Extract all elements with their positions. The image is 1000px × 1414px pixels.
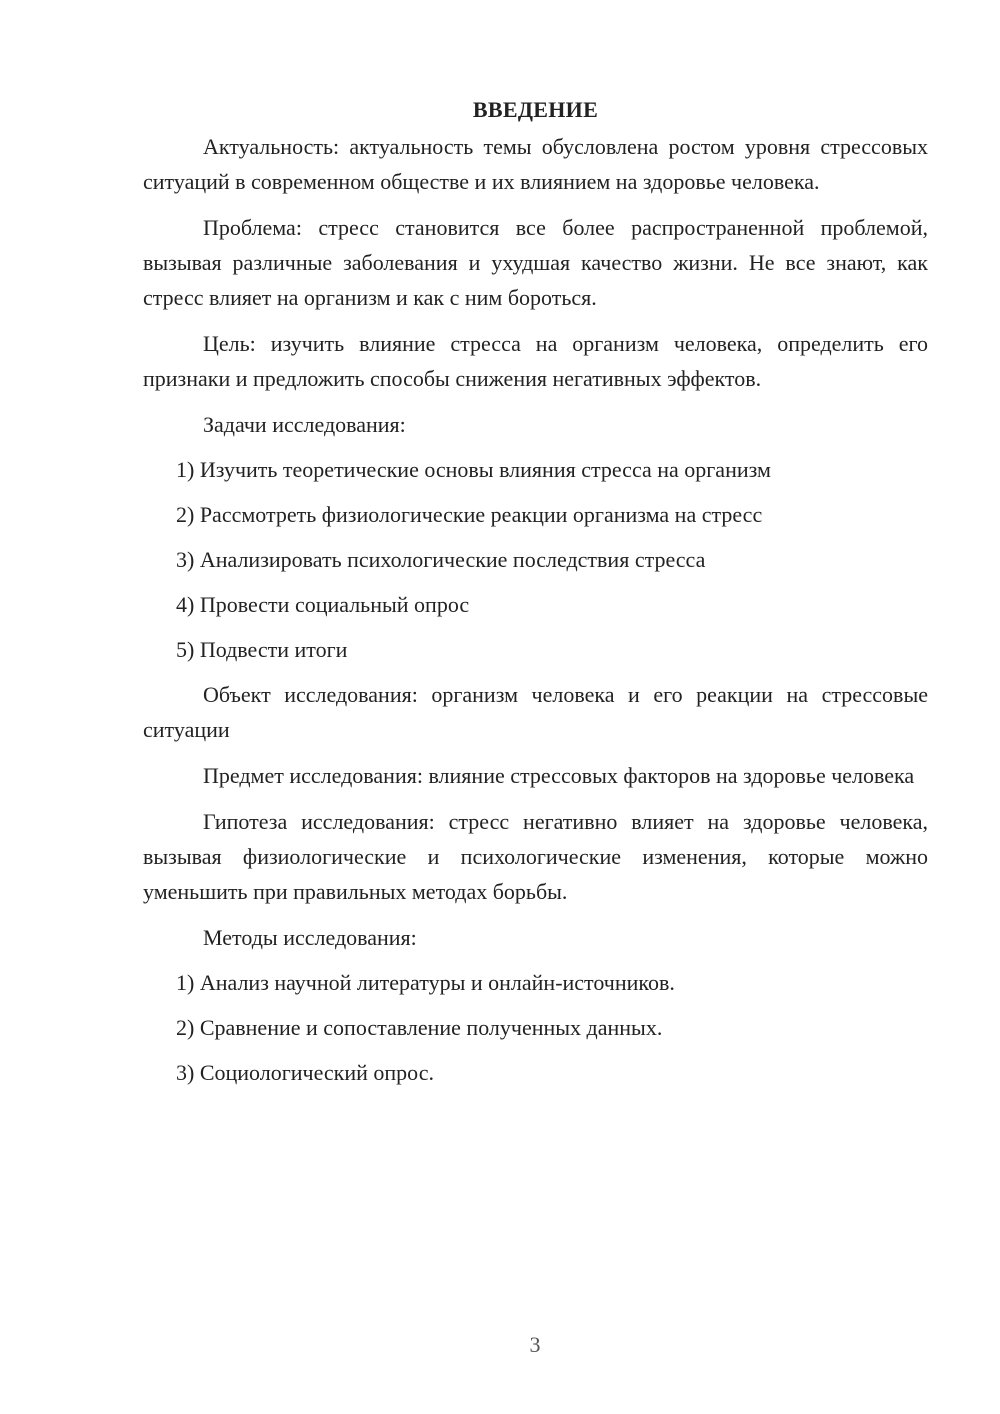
- problem-paragraph: Проблема: стресс становится все более распространенной проблемой, вызывая различные заболевания и ухудшая качество жизни. Не все знают, как стресс влияет на организм и как с ним бороться.: [143, 215, 928, 310]
- list-item: 3) Социологический опрос.: [176, 1060, 434, 1085]
- methods-list: [143, 965, 928, 1090]
- relevance-paragraph: Актуальность: актуальность темы обусловлена ростом уровня стрессовых ситуаций в современном обществе и их влиянием на здоровье человека.: [143, 134, 928, 194]
- page-number: 3: [529, 1332, 541, 1357]
- list-item: 3) Анализировать психологические последствия стресса: [176, 547, 706, 572]
- list-item: 4) Провести социальный опрос: [176, 592, 470, 617]
- list-item: 1) Изучить теоретические основы влияния стресса на организм: [176, 457, 771, 482]
- tasks-heading: Задачи исследования:: [203, 412, 406, 437]
- hypothesis-paragraph: Гипотеза исследования: стресс негативно влияет на здоровье человека, вызывая физиологические и психологические изменения, которые можно уменьшить при правильных методах борьбы.: [143, 809, 928, 904]
- goal-paragraph: Цель: изучить влияние стресса на организм человека, определить его признаки и предложить способы снижения негативных эффектов.: [143, 331, 928, 391]
- tasks-list: [143, 452, 928, 667]
- list-item: 2) Рассмотреть физиологические реакции организма на стресс: [176, 502, 763, 527]
- object-paragraph: Объект исследования: организм человека и его реакции на стрессовые ситуации: [143, 682, 928, 742]
- subject-paragraph: Предмет исследования: влияние стрессовых факторов на здоровье человека: [203, 763, 915, 788]
- methods-heading: Методы исследования:: [203, 925, 417, 950]
- list-item: 1) Анализ научной литературы и онлайн-источников.: [176, 970, 675, 995]
- page-content: [143, 92, 928, 1100]
- list-item: 2) Сравнение и сопоставление полученных данных.: [176, 1015, 663, 1040]
- list-item: 5) Подвести итоги: [176, 637, 348, 662]
- page-title: ВВЕДЕНИЕ: [472, 97, 599, 122]
